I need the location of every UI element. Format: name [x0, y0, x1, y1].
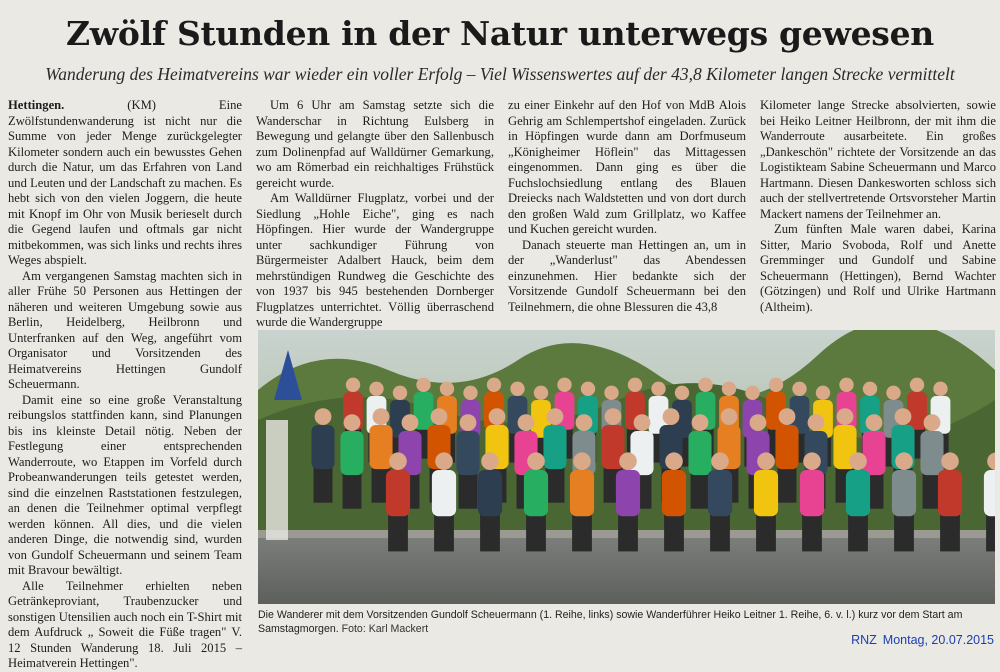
paragraph: Zum fünften Male waren dabei, Karina Sitter, Mario Svoboda, Rolf und Anette Gremminger und Gundolf und Sabine Scheuermann (Hettingen), Bernd Wachter (Götzingen) und Rolf und Ulrike Hartmann (Altheim).: [760, 222, 996, 314]
article-column-1: [8, 98, 242, 672]
paragraph: zu einer Einkehr auf den Hof von MdB Alois Gehrig am Schlempertshof eingeladen. Zurück in Höpfingen wurde dann am Dorfmuseum „Königheimer Höflein" das Mittagessen eingenommen. Dann ging es über die Fuchslochsiedlung entlang des Blauen Dreiecks nach Waldstetten und von dort durch den großen Wald zum Grillplatz, wo Kaffee und Kuchen gereicht wurden.: [508, 98, 746, 236]
article-column-3: [508, 98, 746, 315]
publication-name: RNZ: [851, 633, 877, 647]
paragraph: Am vergangenen Samstag machten sich in aller Frühe 50 Personen aus Hettingen der näheren und weiteren Umgebung sowie aus Berlin, Heidelberg, Heilbronn und Unterfranken auf den Weg, angeführt vom Organisator und Vorsitzenden des Heimatvereins Hettingen Gundolf Scheuermann.: [8, 268, 242, 391]
source-stamp: [845, 633, 994, 647]
paragraph: Alle Teilnehmer erhielten neben Getränkeproviant, Traubenzucker und sonstigen Utensilien auch noch ein T-Shirt mit dem Aufdruck „ Soweit die Füße tragen" V. 12 Stunden Wanderung 18. Juli 2015 – Heimatverein Hettingen".: [8, 578, 242, 670]
article-column-2: [256, 98, 494, 331]
subheadline: Wanderung des Heimatvereins war wieder ein voller Erfolg – Viel Wissenswertes auf der 43,8 Kilometer langen Strecke vermittelt: [45, 64, 955, 84]
paragraph: Am Walldürner Flugplatz, vorbei und der Siedlung „Hohle Eiche", ging es nach Höpfingen. Hier wurde der Wandergruppe unter sachkundiger Führung von Bürgermeister Adalbert Hauck, beim dem mehrstündigen Rundweg die Geschichte des von 1937 bis 945 bestehenden Dornberger Flugplatzes unterrichtet. Völlig überraschend wurde die Wandergruppe: [256, 191, 494, 329]
group-photo: [258, 330, 995, 604]
article-column-4: [760, 98, 996, 315]
headline: Zwölf Stunden in der Natur unterwegs gewesen: [66, 14, 934, 53]
paragraph: Kilometer lange Strecke absolvierten, sowie bei Heiko Leitner Heilbronn, der mit ihm die Wanderroute ausarbeitete. Ein großes „Dankeschön" richtete der Vorsitzende an das Logistikteam Sabine Scheuermann und Marco Hartmann. Diesen Dankesworten schloss sich auch der stellvertretende Ortsvorsteher Martin Mackert namens der Teilnehmer an.: [760, 98, 996, 221]
paragraph: Damit eine so eine große Veranstaltung reibungslos stattfinden kann, sind Planungen bis ins kleinste Detail nötig. Neben der Festlegung einer entsprechenden Wanderroute, wo Etappen im Vorfeld durch Probeanwanderungen teils getestet werden, sind die einzelnen Raststationen festzulegen, an denen die Teilnehmer optimal verpflegt werden können. All dies, und die vielen anderen Dinge, die notwendig sind, wurden von Gundolf Scheuermann und seinem Team mit Bravour bewältigt.: [8, 392, 242, 577]
photo-credit: Foto: Karl Mackert: [341, 622, 429, 635]
photo-caption: [258, 609, 995, 636]
paragraph: Danach steuerte man Hettingen an, um in der „Wanderlust" das Abendessen einzunehmen. Hier bedankte sich der Vorsitzende Gundolf Scheuermann bei den Teilnehmern, die ohne Blessuren die 43,8: [508, 237, 746, 314]
paragraph: Hettingen. (KM) Eine Zwölfstundenwanderung ist nicht nur die Summe von jeder Menge zurückgelegter Kilometer sondern auch ein bewusstes Gehen durch die Natur, um das Erfahren von Land und Leuten und der Landschaft zu machen. Es hebt sich von den vielen Joggern, die heute mit Knopf im Ohr von Musik berieselt durch die Gegend laufen und oftmals gar nicht mitbekommen, was sich links und rechts ihres Weges abspielt.: [8, 98, 242, 267]
caption-text: Die Wanderer mit dem Vorsitzenden Gundolf Scheuermann (1. Reihe, links) sowie Wanderführer Heiko Leitner 1. Reihe, 6. v. l.) kurz vor dem Start am Samstagmorgen.: [258, 609, 963, 635]
dateline: Hettingen.: [8, 98, 65, 112]
group-photo-illustration: [258, 330, 995, 604]
publication-date: Montag, 20.07.2015: [882, 633, 994, 647]
paragraph: Um 6 Uhr am Samstag setzte sich die Wanderschar in Richtung Eulsberg in Bewegung und gelangte über den Sallenbusch zum Dolinenpfad auf Walldürner Gemarkung, wo am Römerbad ein reichhaltiges Frühstück gereicht wurde.: [256, 98, 494, 190]
